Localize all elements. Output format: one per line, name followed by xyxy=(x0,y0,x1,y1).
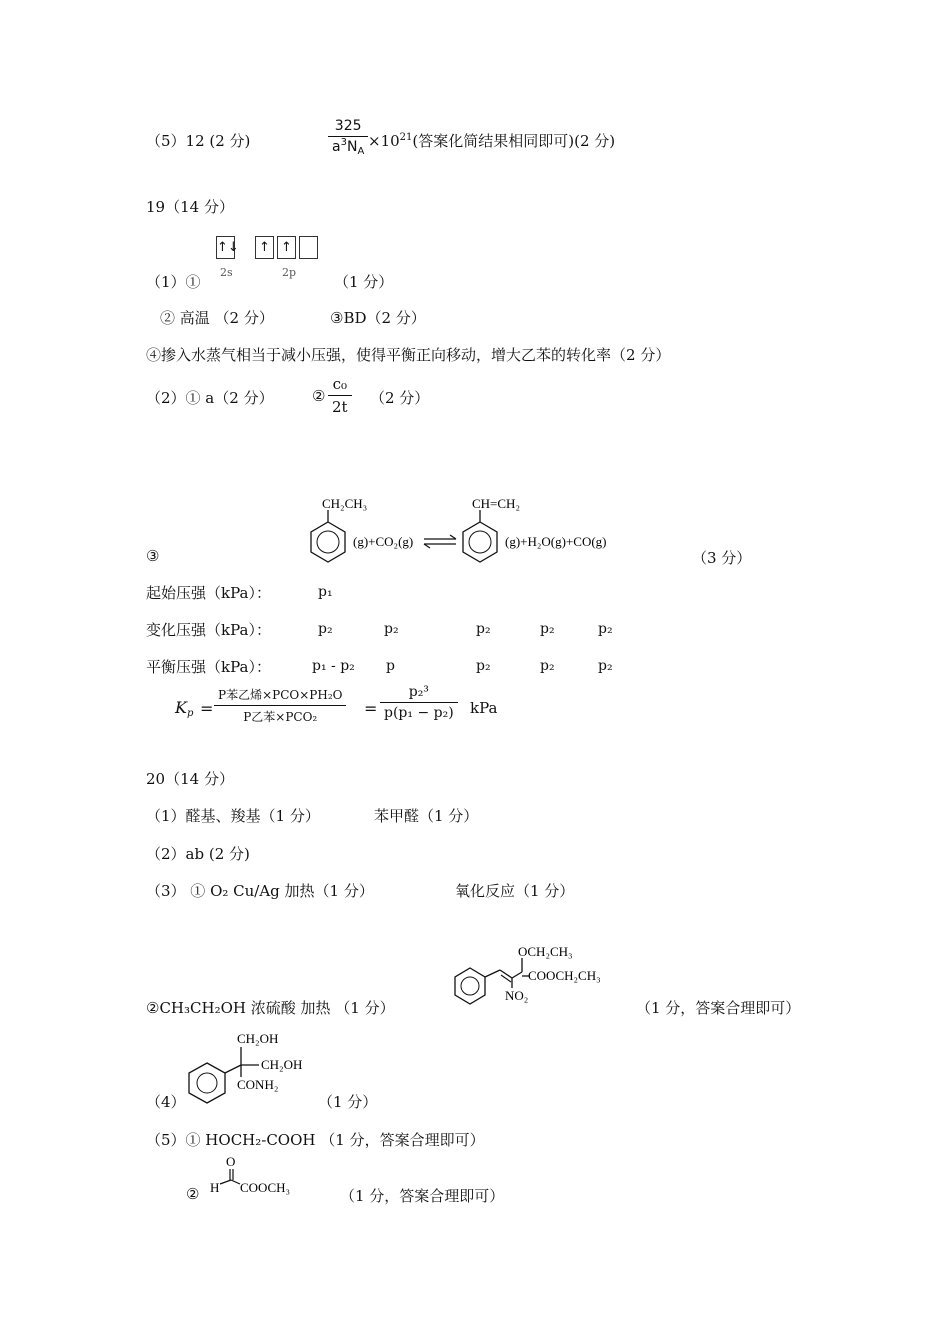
cell: p xyxy=(386,658,395,674)
q20-3-1b: 氧化反应（1 分） xyxy=(455,882,575,900)
cell: p₂ xyxy=(318,621,333,637)
q20-2: （2）ab (2 分) xyxy=(146,845,250,863)
q18-5-prefix: （5）12 (2 分) xyxy=(146,132,251,150)
row-label-equilibrium: 平衡压强（kPa）： xyxy=(146,658,271,676)
orbital-box-2s: ↑↓ xyxy=(216,236,235,259)
orbital-label-2p: 2p xyxy=(282,266,297,279)
product-substituent: CH=CH₂ xyxy=(472,496,520,511)
kp-frac1-den: P乙苯×PCO₂ xyxy=(243,710,318,724)
kp-fraction-2 xyxy=(380,684,458,721)
cell: p₁ - p₂ xyxy=(312,658,355,674)
q20-5-2-label: ② xyxy=(186,1185,200,1203)
q20-3-structure xyxy=(450,940,640,1010)
struct-h: H xyxy=(210,1180,220,1195)
kp-fraction-1 xyxy=(214,686,346,725)
q20-1-a: （1）醛基、羧基（1 分） xyxy=(146,807,320,825)
q18-5-fraction xyxy=(328,118,368,155)
q19-2-3-label: ③ xyxy=(146,547,160,565)
struct-top: CH₂OH xyxy=(237,1031,279,1046)
q19-2-2-fraction xyxy=(328,375,352,416)
cell: p₂ xyxy=(598,621,613,637)
struct-och: OCH₂CH₃ xyxy=(518,944,573,959)
struct-bottom: CONH₂ xyxy=(237,1077,279,1092)
reactant-rest: (g)+CO₂(g) xyxy=(353,534,414,549)
q19-1-3: ③BD（2 分） xyxy=(330,309,426,327)
struct-rest: COOCH₃ xyxy=(240,1180,291,1195)
cell: p₂ xyxy=(598,658,613,674)
frac-den-sub: A xyxy=(357,146,365,157)
cell: p₂ xyxy=(476,621,491,637)
frac-den-n: N xyxy=(346,139,358,155)
cell: p₂ xyxy=(540,621,555,637)
cell: p₂ xyxy=(384,621,399,637)
q20-5-2-score: （1 分，答案合理即可） xyxy=(340,1187,505,1205)
kp-unit: kPa xyxy=(470,699,498,717)
orbital-box-2p-1: ↑ xyxy=(255,236,274,259)
q20-3-2: ②CH₃CH₂OH 浓硫酸 加热 （1 分） xyxy=(146,999,395,1017)
q20-4-structure xyxy=(185,1025,325,1115)
q19-heading: 19（14 分） xyxy=(146,198,234,216)
frac-den-a: a xyxy=(332,139,341,155)
equals-sign: = xyxy=(364,699,378,718)
struct-right: CH₂OH xyxy=(261,1057,303,1072)
product-rest: (g)+H₂O(g)+CO(g) xyxy=(505,534,607,549)
orbital-label-2s: 2s xyxy=(220,266,233,279)
q18-5-frac-den xyxy=(328,137,368,155)
cell: p₁ xyxy=(318,584,333,600)
row-label-initial: 起始压强（kPa）： xyxy=(146,584,271,602)
suffix-post: (答案化简结果相同即可)(2 分) xyxy=(412,132,616,150)
q20-5-1: （5）① HOCH₂-COOH （1 分，答案合理即可） xyxy=(146,1131,485,1149)
q20-1-b: 苯甲醛（1 分） xyxy=(374,807,479,825)
reaction-equation xyxy=(300,490,630,570)
q19-1-1-score: （1 分） xyxy=(334,273,394,291)
q20-4-score: （1 分） xyxy=(318,1093,378,1111)
q19-2-2-score: （2 分） xyxy=(370,389,430,407)
benzene-ring-icon xyxy=(455,968,485,1004)
orbital-box-2p-2: ↑ xyxy=(277,236,296,259)
q20-3-1a: （3） ① O₂ Cu/Ag 加热（1 分） xyxy=(146,882,374,900)
q20-5-2-structure xyxy=(208,1152,318,1202)
struct-no2: NO₂ xyxy=(505,988,529,1003)
aromatic-circle-icon xyxy=(469,531,491,553)
orbital-box-2p-3 xyxy=(299,236,318,259)
aromatic-circle-icon xyxy=(317,531,339,553)
kp-symbol: K xyxy=(175,698,187,717)
q19-2-3-score: （3 分） xyxy=(692,549,752,567)
equals-sign: = xyxy=(200,699,214,718)
q20-4-label: （4） xyxy=(146,1093,186,1111)
q19-1-4: ④掺入水蒸气相当于减小压强，使得平衡正向移动，增大乙苯的转化率（2 分） xyxy=(146,346,671,364)
q20-3-2-score: （1 分，答案合理即可） xyxy=(636,999,801,1017)
q19-1-1-label: （1）① xyxy=(146,273,201,291)
kp-frac1-num: P苯乙烯×PCO×PH₂O xyxy=(214,686,346,706)
q18-5-frac-num: 325 xyxy=(328,118,368,137)
frac-den-exp: 3 xyxy=(340,137,347,148)
kp-frac2-den: p(p₁ − p₂) xyxy=(384,705,454,721)
q18-5-suffix xyxy=(368,130,615,151)
q19-2-2-num: c₀ xyxy=(328,375,352,396)
reactant-substituent: CH₂CH₃ xyxy=(322,496,368,511)
benzene-ring-icon xyxy=(311,522,345,562)
q19-1-2: ② 高温 （2 分） xyxy=(160,309,274,327)
row-label-change: 变化压强（kPa）： xyxy=(146,621,271,639)
kp-subscript: p xyxy=(186,708,194,719)
kp-frac2-num: p₂³ xyxy=(380,684,458,703)
cell: p₂ xyxy=(476,658,491,674)
kp-lhs xyxy=(175,698,193,717)
suffix-pre: ×10 xyxy=(368,132,400,150)
q19-2-2-label: ② xyxy=(312,387,326,405)
struct-cooch: COOCH₂CH₃ xyxy=(528,968,601,983)
cell: p₂ xyxy=(540,658,555,674)
q19-2-1: （2）① a（2 分） xyxy=(146,389,274,407)
q19-2-2-den: 2t xyxy=(332,398,348,416)
benzene-ring-icon xyxy=(189,1063,225,1103)
struct-o: O xyxy=(226,1154,236,1169)
q20-heading: 20（14 分） xyxy=(146,770,234,788)
suffix-exp: 21 xyxy=(399,132,413,143)
benzene-ring-icon xyxy=(463,522,497,562)
